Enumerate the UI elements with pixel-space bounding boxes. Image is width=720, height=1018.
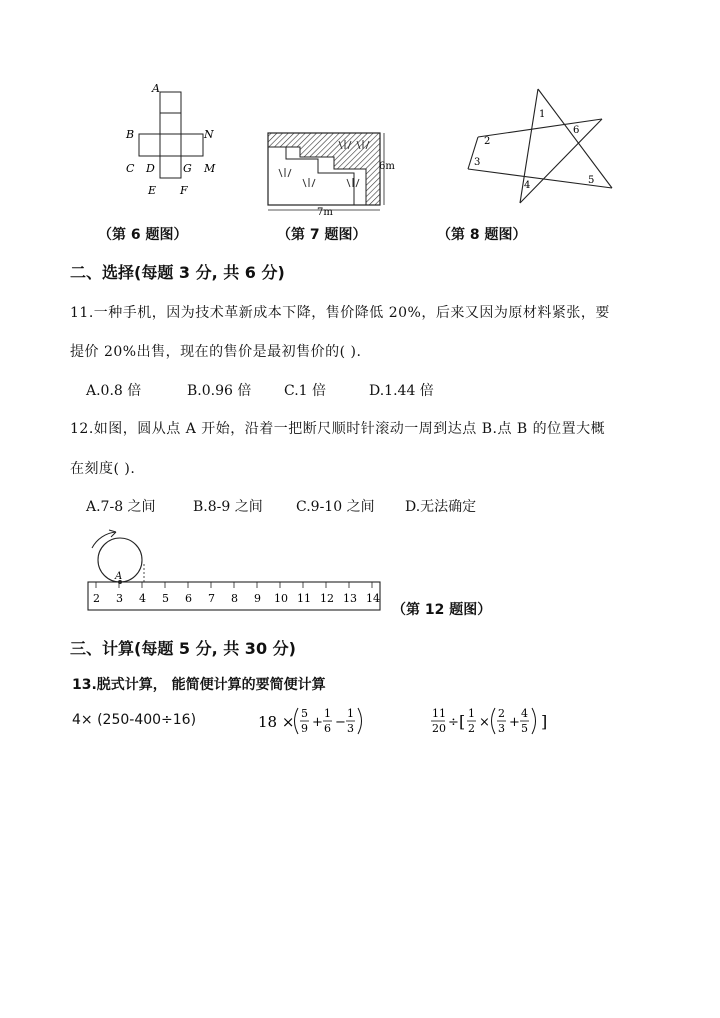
- ruler-tick-label: 2: [93, 592, 100, 605]
- ruler-tick-label: 5: [162, 592, 169, 605]
- expr2-f3-den: 3: [347, 722, 354, 735]
- fig8-angle-1: 1: [539, 109, 546, 120]
- question-12-option-c: C.9-10 之间: [296, 499, 375, 515]
- fig8-angle-6: 6: [573, 125, 580, 136]
- question-12-line-2: 在刻度( ).: [70, 461, 136, 477]
- figure-6-caption: （第 6 题图）: [98, 227, 188, 243]
- figure-7-field-diagram: [262, 125, 412, 215]
- question-11-line-1: 11.一种手机，因为技术革新成本下降，售价降低 20%，后来又因为原材料紧张，要: [70, 305, 610, 321]
- question-12-option-a: A.7-8 之间: [86, 499, 156, 515]
- fig8-angle-3: 3: [474, 157, 481, 168]
- expr3-a-num: 11: [432, 707, 446, 720]
- fig6-label-e: E: [148, 184, 157, 197]
- question-11-option-b: B.0.96 倍: [187, 383, 252, 399]
- figure-7-caption: （第 7 题图）: [277, 227, 367, 243]
- ruler-tick-label: 13: [343, 592, 357, 605]
- expr3-c-den: 3: [498, 722, 505, 735]
- fig12-point-a: A: [115, 571, 123, 582]
- expr3-d-den: 5: [521, 722, 528, 735]
- section-3-heading: 三、计算(每题 5 分, 共 30 分): [70, 639, 296, 658]
- expr3-d-num: 4: [521, 707, 528, 720]
- fig7-height-label: 6m: [379, 161, 395, 172]
- expr2-op1: +: [312, 715, 323, 730]
- question-11-option-a: A.0.8 倍: [86, 383, 142, 399]
- question-11-option-d: D.1.44 倍: [369, 383, 434, 399]
- ruler-tick-label: 12: [320, 592, 334, 605]
- svg-text:[: [: [459, 712, 466, 731]
- expr3-times: ×: [479, 715, 490, 730]
- fig6-label-a: A: [152, 82, 160, 95]
- question-12-line-1: 12.如图，圆从点 A 开始，沿着一把断尺顺时针滚动一周到达点 B.点 B 的位置大概: [70, 421, 606, 437]
- ruler-tick-label: 4: [139, 592, 146, 605]
- expr3-a-den: 20: [432, 722, 446, 735]
- question-12-option-d: D.无法确定: [405, 499, 477, 515]
- expr3-b-den: 2: [468, 722, 475, 735]
- fig8-angle-5: 5: [588, 175, 595, 186]
- expr2-f1-num: 5: [301, 707, 308, 720]
- ruler-tick-label: 14: [366, 592, 380, 605]
- fig6-label-b: B: [126, 128, 135, 141]
- ruler-tick-label: 7: [208, 592, 215, 605]
- ruler-tick-label: 10: [274, 592, 288, 605]
- fig6-label-d: D: [146, 162, 155, 175]
- expr2-lead: 18 ×: [258, 713, 295, 731]
- ruler-tick-label: 9: [254, 592, 261, 605]
- figure-12-circle-ruler: [82, 526, 392, 618]
- ruler-tick-label: 8: [231, 592, 238, 605]
- fig6-label-g: G: [183, 162, 192, 175]
- fig6-label-n: N: [204, 128, 214, 141]
- question-12-option-b: B.8-9 之间: [193, 499, 263, 515]
- expr3-plus: +: [509, 715, 520, 730]
- question-13-expression-3: [430, 700, 580, 742]
- expr2-f2-den: 6: [324, 722, 331, 735]
- ruler-tick-label: 11: [297, 592, 311, 605]
- expr2-f2-num: 1: [324, 707, 331, 720]
- fig8-angle-2: 2: [484, 136, 491, 147]
- expr2-f1-den: 9: [301, 722, 308, 735]
- fig8-angle-4: 4: [524, 180, 531, 191]
- expr3-div: ÷: [448, 715, 459, 730]
- figure-6-cube-net: [110, 80, 230, 200]
- expr2-f3-num: 1: [347, 707, 354, 720]
- section-2-heading: 二、选择(每题 3 分, 共 6 分): [70, 263, 285, 282]
- question-13-expression-1: 4× (250-400÷16): [72, 712, 197, 728]
- question-13-title: 13.脱式计算， 能简便计算的要简便计算: [72, 677, 326, 693]
- fig7-width-label: 7m: [317, 207, 333, 215]
- fig6-label-c: C: [126, 162, 135, 175]
- fig6-label-f: F: [180, 184, 188, 197]
- ruler-tick-label: 6: [185, 592, 192, 605]
- question-11-option-c: C.1 倍: [284, 383, 327, 399]
- figure-8-caption: （第 8 题图）: [437, 227, 527, 243]
- question-11-line-2: 提价 20%出售，现在的售价是最初售价的( ).: [70, 344, 362, 360]
- fig6-label-m: M: [204, 162, 216, 175]
- expr3-b-num: 1: [468, 707, 475, 720]
- ruler-tick-label: 3: [116, 592, 123, 605]
- question-13-expression-2: [258, 700, 378, 742]
- figure-12-caption: （第 12 题图）: [392, 602, 492, 618]
- svg-text:]: ]: [541, 712, 548, 731]
- figure-8-star-angles: [460, 85, 620, 210]
- expr2-op2: −: [335, 715, 346, 730]
- expr3-c-num: 2: [498, 707, 505, 720]
